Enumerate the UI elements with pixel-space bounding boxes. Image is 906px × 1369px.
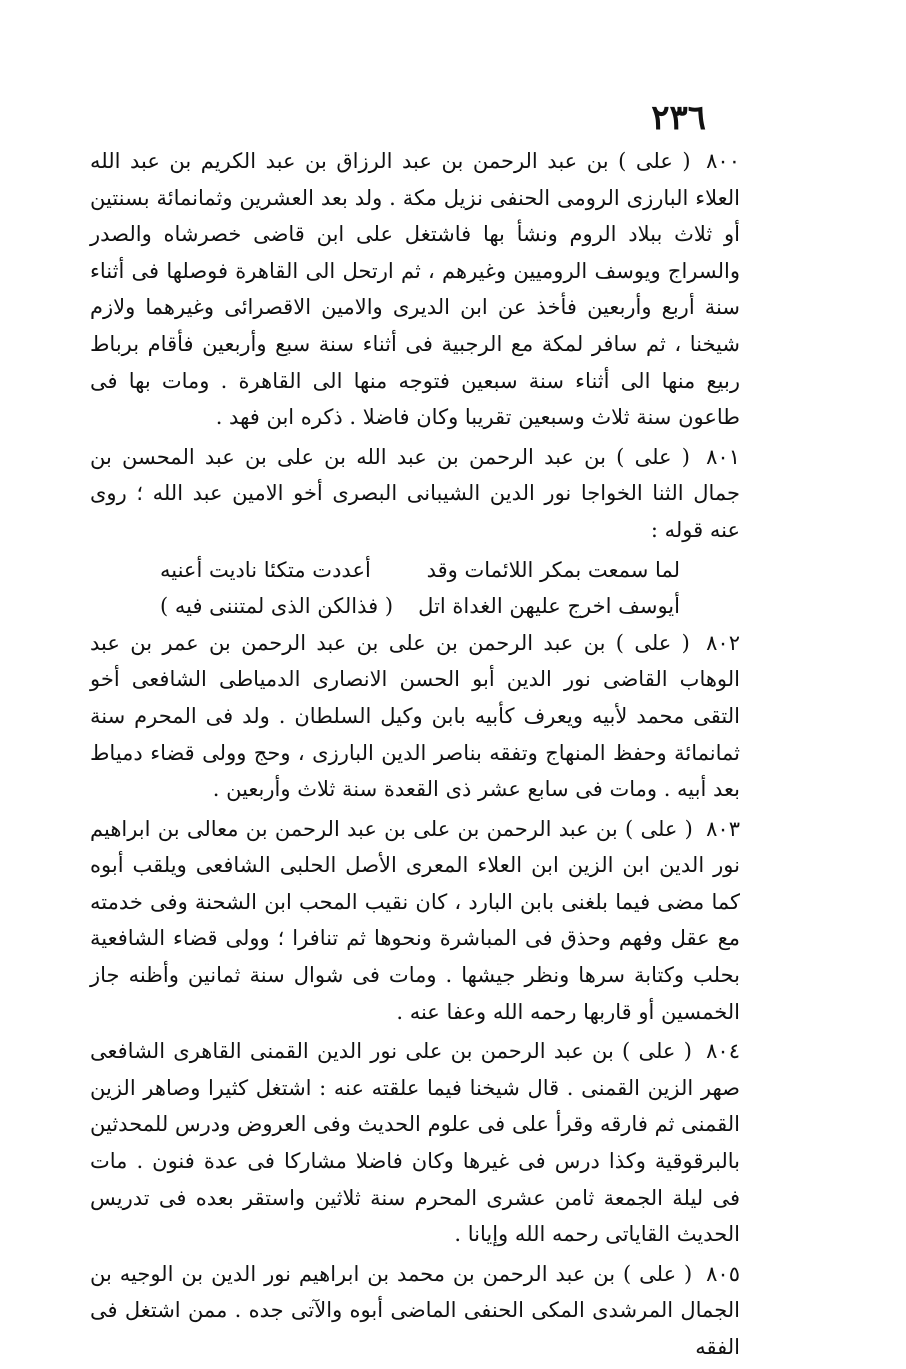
entry-number: ٨٠٢ bbox=[706, 630, 740, 655]
entry-text: ( على ) بن عبد الرحمن بن عبد الرزاق بن عبد الكريم بن عبد الله العلاء البارزى الرومى الحنفى نزيل مكة . ولد بعد العشرين وثمانمائة بسنتين أو ثلاث ببلاد الروم ونشأ بها فاشتغل على ابن قاضى خصرشاه والصدر والسراج ويوسف الروميين وغيرهم ، ثم ارتحل الى القاهرة فوصلها فى أثناء سنة أربع وأربعين فأخذ عن ابن الديرى والامين الاقصرائى وغيرهما ولازم شيخنا ، ثم سافر لمكة مع الرجبية فى أثناء سنة سبع وأربعين فأقام برباط ربيع منها الى أثناء سنة سبعين فتوجه منها الى القاهرة . ومات بها فى طاعون سنة ثلاث وسبعين تقريبا وكان فاضلا . ذكره ابن فهد . bbox=[90, 149, 740, 430]
entry-text: ( على ) بن عبد الرحمن بن عبد الله بن على بن عبد المحسن بن جمال الثنا الخواجا نور الدين الشيبانى البصرى أخو الامين عبد الله ؛ روى عنه قوله : bbox=[90, 444, 740, 542]
entry-number: ٨٠٣ bbox=[706, 816, 740, 841]
verse-hemistich-second: ( فذالكن الذى لمتننى فيه ) bbox=[160, 594, 394, 619]
entry-804 bbox=[90, 1033, 740, 1253]
entry-805 bbox=[90, 1256, 740, 1366]
entry-number: ٨٠٠ bbox=[706, 149, 740, 173]
entry-number: ٨٠٤ bbox=[706, 1039, 740, 1064]
page-body bbox=[90, 143, 740, 1369]
entry-text: ( على ) بن عبد الرحمن بن محمد بن ابراهيم نور الدين بن الوجيه بن الجمال المرشدى المكى الحنفى الماضى أبوه والآتى جده . ممن اشتغل فى الفقه bbox=[90, 1261, 740, 1359]
verse-hemistich-first: لما سمعت بمكر اللائمات وقد bbox=[426, 557, 680, 582]
entry-text: ( على ) بن عبد الرحمن بن على بن عبد الرحمن بن عمر بن عبد الوهاب القاضى نور الدين أبو الحسن الانصارى الدمياطى الشافعى أخو التقى محمد لأبيه ويعرف كأبيه بابن وكيل السلطان . ولد فى المحرم سنة ثمانمائة وحفظ المنهاج وتفقه بناصر الدين البارزى ، وحج وولى قضاء دمياط بعد أبيه . ومات فى سابع عشر ذى القعدة سنة ثلاث وأربعين . bbox=[90, 630, 740, 802]
entry-number: ٨٠٥ bbox=[706, 1261, 740, 1286]
entry-number: ٨٠١ bbox=[706, 444, 740, 469]
entry-text: ( على ) بن عبد الرحمن بن على نور الدين القمنى القاهرى الشافعى صهر الزين القمنى . قال شيخنا فيما علقته عنه : اشتغل كثيرا وصاهر الزين القمنى ثم فارقه وقرأ على فى علوم الحديث وفى العروض ودرس للمحدثين بالبرقوقية وكذا درس فى غيرها وكان فاضلا مشاركا فى عدة فنون . مات فى ليلة الجمعة ثامن عشرى المحرم سنة ثلاثين واستقر بعده فى تدريس الحديث القاياتى رحمه الله وإيانا . bbox=[90, 1039, 740, 1247]
verse-hemistich-first: أيوسف اخرج عليهن الغداة اتل bbox=[418, 594, 680, 619]
verse-hemistich-second: أعددت متكئا ناديت أعنيه bbox=[160, 557, 371, 582]
page-number: ٢٣٦ bbox=[651, 98, 706, 138]
entry-text: ( على ) بن عبد الرحمن بن على بن عبد الرحمن بن معالى بن ابراهيم نور الدين ابن الزين ابن العلاء المعرى الأصل الحلبى الشافعى ويلقب أبوه كما مضى فيما بلغنى بابن البارد ، كان نقيب المحب ابن الشحنة وفى خدمته مع عقل وفهم وحذق فى المباشرة ونحوها ثم تنافرا ؛ وولى قضاء الشافعية بحلب وكتابة سرها ونظر جيشها . ومات فى شوال سنة ثمانين وأظنه جاز الخمسين أو قاربها رحمه الله وعفا عنه . bbox=[90, 816, 740, 1024]
entry-800 bbox=[90, 143, 740, 436]
entry-803 bbox=[90, 811, 740, 1031]
poem-verse-1 bbox=[90, 552, 740, 589]
entry-802 bbox=[90, 625, 740, 808]
entry-801 bbox=[90, 439, 740, 549]
poem-verse-2 bbox=[90, 588, 740, 625]
